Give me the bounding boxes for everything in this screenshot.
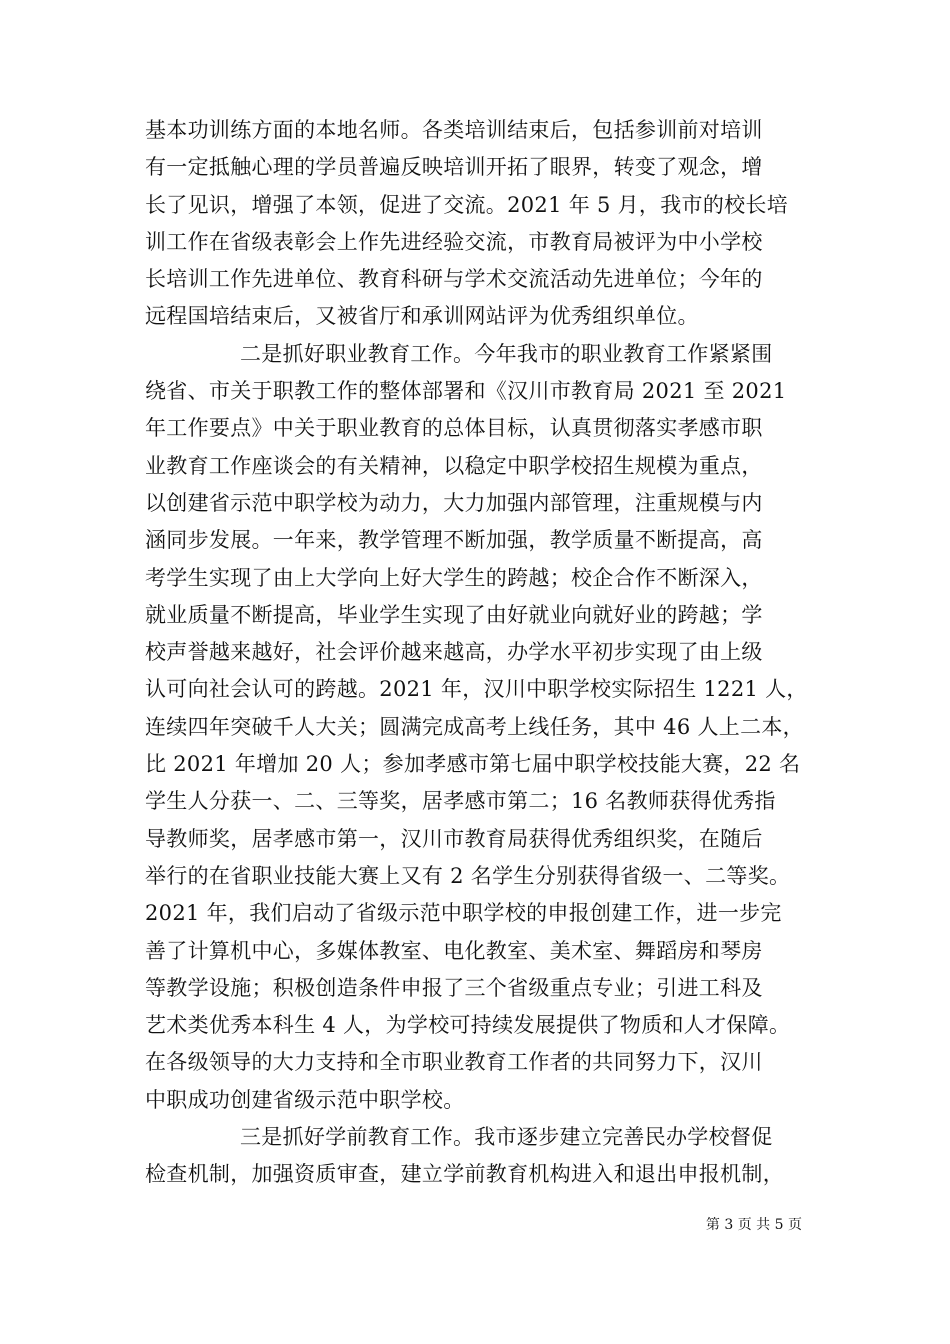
text-line: 比 2021 年增加 20 人；参加孝感市第七届中职学校技能大赛，22 名 bbox=[145, 752, 801, 777]
text-line: 2021 年，我们启动了省级示范中职学校的申报创建工作，进一步完 bbox=[145, 901, 782, 926]
paragraph-principal-training bbox=[145, 112, 815, 336]
text-line: 年工作要点》中关于职业教育的总体目标，认真贯彻落实孝感市职 bbox=[145, 416, 763, 441]
text-line: 中职成功创建省级示范中职学校。 bbox=[145, 1087, 465, 1112]
text-line: 导教师奖，居孝感市第一，汉川市教育局获得优秀组织奖，在随后 bbox=[145, 826, 763, 851]
text-line: 善了计算机中心，多媒体教室、电化教室、美术室、舞蹈房和琴房 bbox=[145, 938, 763, 963]
text-line: 长了见识，增强了本领，促进了交流。2021 年 5 月，我市的校长培 bbox=[145, 192, 789, 217]
text-line: 艺术类优秀本科生 4 人，为学校可持续发展提供了物质和人才保障。 bbox=[145, 1013, 791, 1038]
text-line: 有一定抵触心理的学员普遍反映培训开拓了眼界，转变了观念，增 bbox=[145, 155, 763, 180]
text-line: 在各级领导的大力支持和全市职业教育工作者的共同努力下，汉川 bbox=[145, 1050, 763, 1075]
document-body bbox=[145, 112, 815, 1194]
text-line: 考学生实现了由上大学向上好大学生的跨越；校企合作不断深入， bbox=[145, 565, 763, 590]
text-line: 二是抓好职业教育工作。今年我市的职业教育工作紧紧围 bbox=[240, 341, 773, 366]
text-line: 长培训工作先进单位、教育科研与学术交流活动先进单位；今年的 bbox=[145, 267, 763, 292]
page-number: 第 3 页 共 5 页 bbox=[705, 1217, 802, 1233]
text-line: 就业质量不断提高，毕业学生实现了由好就业向就好业的跨越；学 bbox=[145, 602, 763, 627]
text-line: 举行的在省职业技能大赛上又有 2 名学生分别获得省级一、二等奖。 bbox=[145, 863, 791, 888]
text-line: 训工作在省级表彰会上作先进经验交流，市教育局被评为中小学校 bbox=[145, 229, 763, 254]
paragraph-preschool-education bbox=[145, 1119, 815, 1194]
text-line: 以创建省示范中职学校为动力，大力加强内部管理，注重规模与内 bbox=[145, 490, 763, 515]
text-line: 等教学设施；积极创造条件申报了三个省级重点专业；引进工科及 bbox=[145, 975, 763, 1000]
text-line: 三是抓好学前教育工作。我市逐步建立完善民办学校督促 bbox=[240, 1125, 773, 1150]
text-line: 涵同步发展。一年来，教学管理不断加强，教学质量不断提高，高 bbox=[145, 528, 763, 553]
text-line: 绕省、市关于职教工作的整体部署和《汉川市教育局 2021 至 2021 bbox=[145, 379, 787, 404]
text-line: 基本功训练方面的本地名师。各类培训结束后，包括参训前对培训 bbox=[145, 118, 763, 142]
text-line: 业教育工作座谈会的有关精神，以稳定中职学校招生规模为重点， bbox=[145, 453, 763, 478]
text-line: 连续四年突破千人大关；圆满完成高考上线任务，其中 46 人上二本， bbox=[145, 714, 804, 739]
text-line: 认可向社会认可的跨越。2021 年，汉川中职学校实际招生 1221 人， bbox=[145, 677, 808, 702]
paragraph-vocational-education bbox=[145, 336, 815, 1119]
text-line: 远程国培结束后，又被省厅和承训网站评为优秀组织单位。 bbox=[145, 304, 699, 329]
text-line: 校声誉越来越好，社会评价越来越高，办学水平初步实现了由上级 bbox=[145, 640, 763, 665]
text-line: 检查机制，加强资质审查，建立学前教育机构进入和退出申报机制， bbox=[145, 1162, 784, 1187]
text-line: 学生人分获一、二、三等奖，居孝感市第二；16 名教师获得优秀指 bbox=[145, 789, 776, 814]
